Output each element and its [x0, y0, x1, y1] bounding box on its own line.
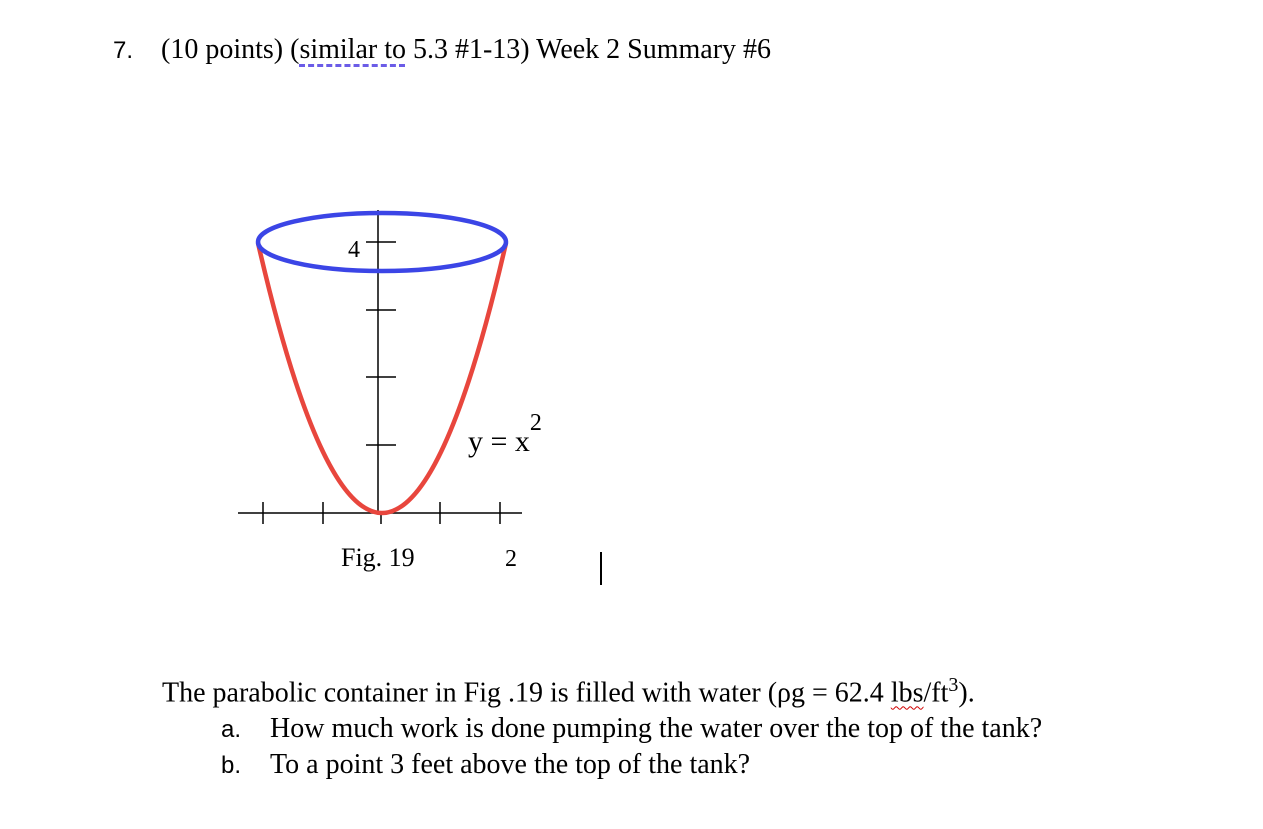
x-tick-label: 2 [505, 546, 517, 572]
list-item [162, 749, 1042, 781]
equation-label [468, 410, 542, 458]
y-tick-label: 4 [348, 237, 360, 263]
question-points: (10 points) [161, 34, 284, 65]
unit-lbs: lbs [890, 677, 924, 709]
problem-parts [162, 713, 1042, 781]
part-marker: b. [221, 752, 242, 780]
question-header [113, 34, 771, 66]
equation-base: y = x [468, 425, 530, 458]
list-item [162, 713, 1042, 745]
similar-open-paren: ( [290, 34, 300, 65]
problem-intro [162, 674, 1042, 709]
question-number: 7. [113, 37, 134, 64]
text-cursor [600, 552, 602, 585]
unit-exponent: 3 [948, 674, 959, 696]
equation-exponent: 2 [529, 410, 542, 436]
unit-ft: /ft [923, 677, 949, 709]
parabola-curve [258, 243, 506, 513]
similar-to-text: similar to [299, 34, 406, 65]
part-marker: a. [221, 716, 242, 744]
intro-end: ). [958, 677, 975, 709]
figure-19 [230, 200, 550, 590]
part-text: How much work is done pumping the water over the top of the tank? [270, 713, 1043, 745]
question-reference: 5.3 #1-13) Week 2 Summary #6 [405, 34, 772, 65]
figure-caption: Fig. 19 [341, 543, 415, 572]
part-text: To a point 3 feet above the top of the tank? [270, 749, 751, 781]
problem-statement [162, 674, 1042, 781]
intro-text: The parabolic container in Fig .19 is filled with water (ρg = 62.4 [162, 677, 891, 709]
